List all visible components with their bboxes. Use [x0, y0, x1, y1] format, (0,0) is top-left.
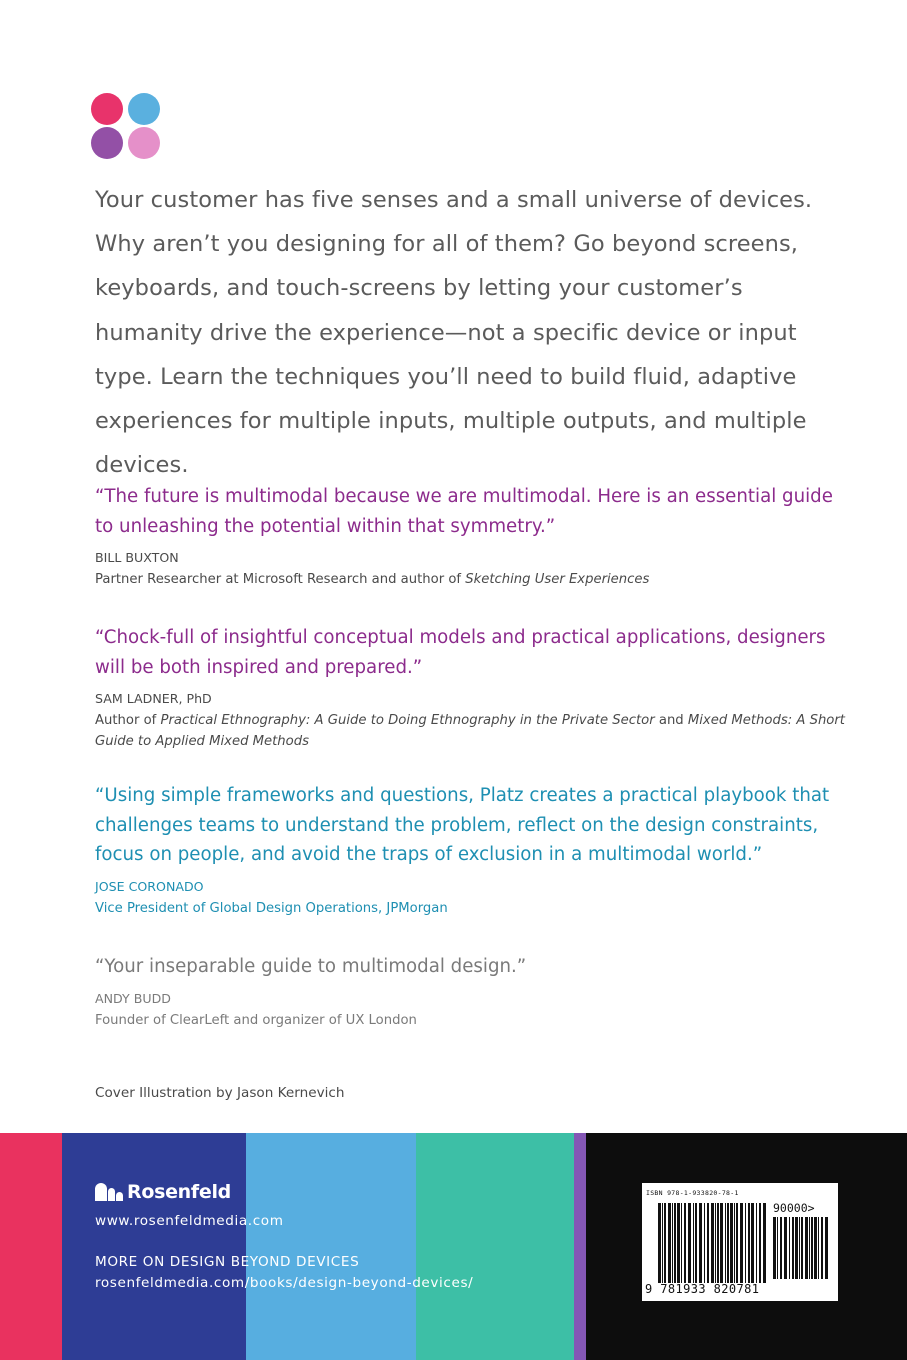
barcode-bars-addon [773, 1217, 831, 1279]
barcode-bar [780, 1217, 782, 1279]
author-title-conjunction: and [654, 713, 688, 728]
barcode-bar [730, 1203, 733, 1283]
testimonial-author-title [95, 569, 855, 590]
barcode-bar [805, 1217, 808, 1279]
barcode-bar [809, 1217, 810, 1279]
barcode-bar [734, 1203, 735, 1283]
barcode-bar [662, 1203, 663, 1283]
barcode-bar [695, 1203, 697, 1283]
barcode-bar [825, 1217, 828, 1279]
stripe-teal [416, 1133, 574, 1360]
barcode-bar [818, 1217, 819, 1279]
barcode-bar [792, 1217, 794, 1279]
stripe-sky-blue [246, 1133, 416, 1360]
logo-dot-red [91, 93, 123, 125]
barcode-bar [715, 1203, 716, 1283]
barcode-bars-main [658, 1203, 770, 1283]
testimonial-author: JOSE CORONADO [95, 878, 204, 894]
testimonial-quote: “Your inseparable guide to multimodal design.” [95, 956, 527, 977]
barcode-bar [773, 1217, 776, 1279]
barcode-bar [748, 1203, 750, 1283]
testimonial-2 [95, 623, 855, 752]
isbn-barcode [642, 1183, 838, 1301]
barcode-bar [672, 1203, 673, 1283]
rosenfeld-logo-icon [95, 1183, 123, 1201]
barcode-bar [789, 1217, 790, 1279]
barcode-bar [801, 1217, 803, 1279]
logo-dot-pink [128, 127, 160, 159]
cover-illustration-credit: Cover Illustration by Jason Kernevich [95, 1085, 345, 1101]
testimonial-author-title [95, 710, 855, 752]
rosenfeld-brand [95, 1181, 231, 1203]
barcode-bar [681, 1203, 682, 1283]
barcode-bar [745, 1203, 746, 1283]
author-book-title-2: Mixed Methods: A Short Guide to Applied Mixed Methods [95, 713, 845, 749]
barcode-bar [727, 1203, 729, 1283]
barcode-bar [821, 1217, 823, 1279]
barcode-bar [799, 1217, 800, 1279]
barcode-bar [740, 1203, 743, 1283]
stripe-purple [574, 1133, 586, 1360]
testimonial-author-title: Founder of ClearLeft and organizer of UX London [95, 1012, 417, 1028]
barcode-bar [677, 1203, 680, 1283]
barcode-bar [704, 1203, 705, 1283]
author-book-title: Practical Ethnography: A Guide to Doing Ethnography in the Private Sector [160, 713, 655, 728]
barcode-bar [763, 1203, 766, 1283]
barcode-bar [759, 1203, 761, 1283]
author-title-text: Partner Researcher at Microsoft Research and author of [95, 572, 466, 587]
barcode-bar [720, 1203, 723, 1283]
barcode-bar [688, 1203, 691, 1283]
testimonial-quote: “Chock-full of insightful conceptual models and practical applications, designers will be both inspired and prepared.” [95, 627, 826, 678]
barcode-bar [658, 1203, 661, 1283]
stripe-red [0, 1133, 62, 1360]
testimonial-author [95, 690, 855, 708]
barcode-bar [693, 1203, 694, 1283]
barcode-bar [707, 1203, 709, 1283]
author-title-text: Author of [95, 713, 161, 728]
testimonial-quote: “Using simple frameworks and questions, Platz creates a practical playbook that challenges teams to understand the problem, reflect on the design constraints, focus on people, and avoid the traps of exclusion in a multimodal world.” [95, 785, 830, 865]
barcode-bar [699, 1203, 702, 1283]
logo-dot-blue [128, 93, 160, 125]
author-book-title: Sketching User Experiences [465, 572, 650, 587]
testimonial-4 [95, 952, 855, 1031]
ean-digits: 9 781933 820781 [645, 1282, 760, 1296]
barcode-bar [717, 1203, 719, 1283]
price-code: 90000> [773, 1201, 815, 1215]
stripe-navy [62, 1133, 246, 1360]
barcode-bar [736, 1203, 738, 1283]
book-blurb: Your customer has five senses and a small universe of devices. Why aren’t you designing for all of them? Go beyond screens, keyboards, and touch-screens by letting your customer’s humanity drive the experience—not a specific device or input type. Learn the techniques you’ll need to build fluid, adaptive experiences for multiple inputs, multiple outputs, and multiple devices. [95, 187, 813, 479]
barcode-bar [751, 1203, 754, 1283]
author-name: SAM LADNER, [95, 691, 187, 706]
barcode-bar [664, 1203, 666, 1283]
testimonial-3 [95, 781, 855, 919]
book-website[interactable]: rosenfeldmedia.com/books/design-beyond-devices/ [95, 1275, 474, 1291]
barcode-bar [795, 1217, 798, 1279]
publisher-website[interactable]: www.rosenfeldmedia.com [95, 1213, 284, 1229]
barcode-bar [756, 1203, 757, 1283]
publisher-name: Rosenfeld [127, 1181, 231, 1203]
testimonial-author: BILL BUXTON [95, 550, 179, 565]
barcode-bar [684, 1203, 686, 1283]
publisher-logo-dots [91, 93, 161, 159]
logo-dot-purple [91, 127, 123, 159]
more-on-heading: MORE ON DESIGN BEYOND DEVICES [95, 1254, 360, 1270]
barcode-bar [674, 1203, 676, 1283]
barcode-bar [711, 1203, 714, 1283]
author-degree: PhD [186, 691, 212, 706]
testimonial-author: ANDY BUDD [95, 990, 171, 1006]
barcode-bar [784, 1217, 787, 1279]
barcode-bar [725, 1203, 726, 1283]
barcode-bar [777, 1217, 778, 1279]
isbn-number: ISBN 978-1-933820-78-1 [646, 1189, 739, 1197]
barcode-bar [814, 1217, 817, 1279]
testimonial-1 [95, 482, 855, 590]
testimonial-quote: “The future is multimodal because we are multimodal. Here is an essential guide to unleashing the potential within that symmetry.” [95, 486, 833, 537]
testimonial-author-title: Vice President of Global Design Operations, JPMorgan [95, 900, 448, 916]
barcode-bar [811, 1217, 813, 1279]
barcode-bar [668, 1203, 671, 1283]
